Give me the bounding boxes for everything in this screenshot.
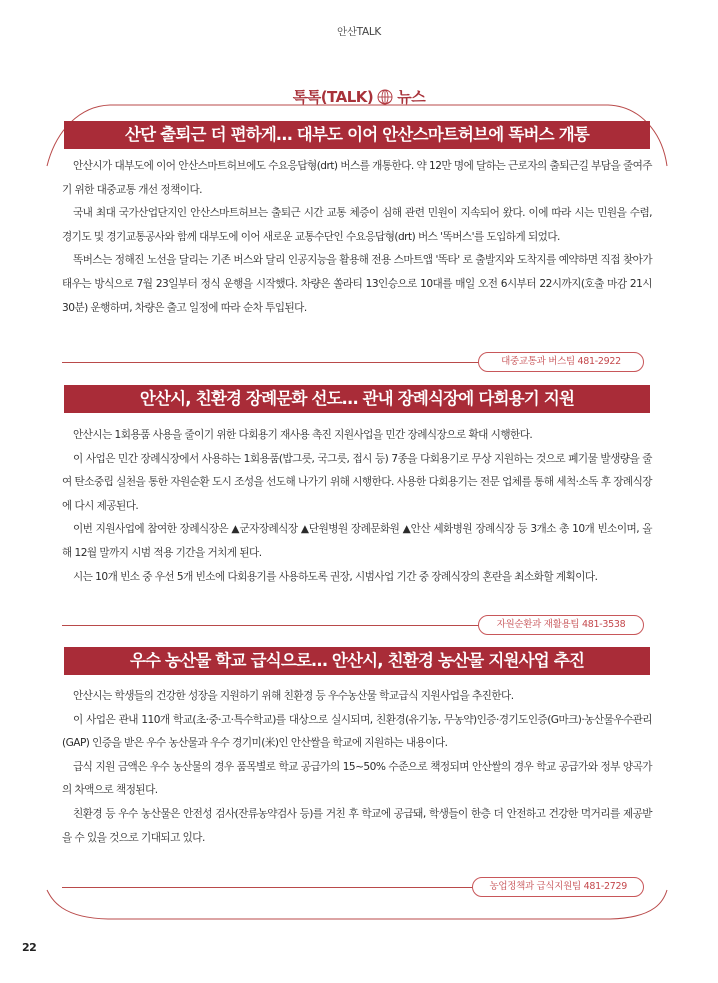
running-head: 안산TALK bbox=[336, 26, 381, 38]
article-1-paragraph: 국내 최대 국가산업단지인 안산스마트허브는 출퇴근 시간 교통 체증이 심해 관련 민원이 지속되어 왔다. 이에 따라 시는 민원을 수렴, 경기도 및 경기교통공사와 함께 대부도에 이어 새로운 교통수단인 수요응답형(drt) 버스 '똑버스'를 도입하게 되었다. bbox=[62, 207, 652, 243]
page-number: 22 bbox=[22, 941, 37, 954]
article-1-paragraph: 안산시가 대부도에 이어 안산스마트허브에도 수요응답형(drt) 버스를 개통한다. 약 12만 명에 달하는 근로자의 출퇴근길 부담을 줄여주기 위한 대중교통 개선 정책이다. bbox=[62, 160, 652, 196]
article-1-contact-row bbox=[62, 352, 644, 372]
article-2-contact: 자원순환과 재활용팀 481-3538 bbox=[478, 615, 644, 635]
article-3-body bbox=[62, 685, 652, 850]
section-title-left: 톡톡(TALK) bbox=[292, 88, 374, 106]
globe-icon bbox=[376, 88, 394, 106]
section-title-right: 뉴스 bbox=[397, 88, 426, 106]
article-2-paragraph: 시는 10개 빈소 중 우선 5개 빈소에 다회용기를 사용하도록 권장, 시범사업 기간 중 장례식장의 혼란을 최소화할 계획이다. bbox=[73, 570, 598, 583]
article-3-paragraph: 안산시는 학생들의 건강한 성장을 지원하기 위해 친환경 등 우수농산물 학교급식 지원사업을 추진한다. bbox=[73, 690, 514, 702]
article-2-body bbox=[62, 424, 652, 589]
article-1-contact: 대중교통과 버스팀 481-2922 bbox=[478, 352, 644, 372]
article-1-body bbox=[62, 155, 652, 320]
article-3-contact: 농업정책과 급식지원팀 481-2729 bbox=[472, 877, 644, 897]
article-1-paragraph: 똑버스는 정해진 노선을 달리는 기존 버스와 달리 인공지능을 활용해 전용 스마트앱 '똑타' 로 출발지와 도착지를 예약하면 직접 찾아가 태우는 방식으로 7월 23일부터 정식 운행을 시작했다. 차량은 쏠라티 13인승으로 10대를 매일 오전 6시부터 22시까지(호출 마감 21시 30분) 운행하며, 차량은 출고 일정에 따라 순차 투입된다. bbox=[62, 254, 652, 314]
article-3-paragraph: 친환경 등 우수 농산물은 안전성 검사(잔류농약검사 등)를 거친 후 학교에 공급돼, 학생들이 한층 더 안전하고 건강한 먹거리를 제공받을 수 있을 것으로 기대되고 있다. bbox=[62, 807, 652, 844]
article-2-paragraph: 안산시는 1회용품 사용을 줄이기 위한 다회용기 재사용 촉진 지원사업을 민간 장례식장으로 확대 시행한다. bbox=[73, 429, 533, 441]
article-3-headline: 우수 농산물 학교 급식으로… 안산시, 친환경 농산물 지원사업 추진 bbox=[64, 647, 650, 675]
divider-line bbox=[62, 625, 482, 626]
divider-line bbox=[62, 362, 482, 363]
section-title bbox=[0, 86, 718, 107]
article-2-paragraph: 이 사업은 민간 장례식장에서 사용하는 1회용품(밥그릇, 국그릇, 접시 등) 7종을 다회용기로 무상 지원하는 것으로 폐기물 발생량을 줄여 탄소중립 실천을 통한 자원순환 도시 조성을 선도해 나가기 위해 시행한다. 사용한 다회용기는 전문 업체를 통해 세척·소독 후 장례식장에 다시 제공된다. bbox=[62, 452, 652, 512]
article-2-headline: 안산시, 친환경 장례문화 선도… 관내 장례식장에 다회용기 지원 bbox=[64, 385, 650, 413]
article-2-contact-row bbox=[62, 615, 644, 635]
divider-line bbox=[62, 887, 482, 888]
article-2-paragraph: 이번 지원사업에 참여한 장례식장은 ▲군자장례식장 ▲단원병원 장례문화원 ▲안산 세화병원 장례식장 등 3개소 총 10개 빈소이며, 올해 12월 말까지 시범 적용 기간을 거치게 된다. bbox=[62, 523, 652, 559]
article-3-contact-row bbox=[62, 877, 644, 897]
article-1-headline: 산단 출퇴근 더 편하게… 대부도 이어 안산스마트허브에 똑버스 개통 bbox=[64, 121, 650, 149]
article-3-paragraph: 급식 지원 금액은 우수 농산물의 경우 품목별로 학교 공급가의 15~50% 수준으로 책정되며 안산쌀의 경우 학교 공급가와 정부 양곡가의 차액으로 책정된다. bbox=[62, 760, 652, 797]
article-3-paragraph: 이 사업은 관내 110개 학교(초·중·고·특수학교)를 대상으로 실시되며, 친환경(유기농, 무농약)인증·경기도인증(G마크)·농산물우수관리(GAP) 인증을 받은 우수 농산물과 우수 경기미(米)인 안산쌀을 학교에 지원하는 내용이다. bbox=[62, 713, 652, 750]
